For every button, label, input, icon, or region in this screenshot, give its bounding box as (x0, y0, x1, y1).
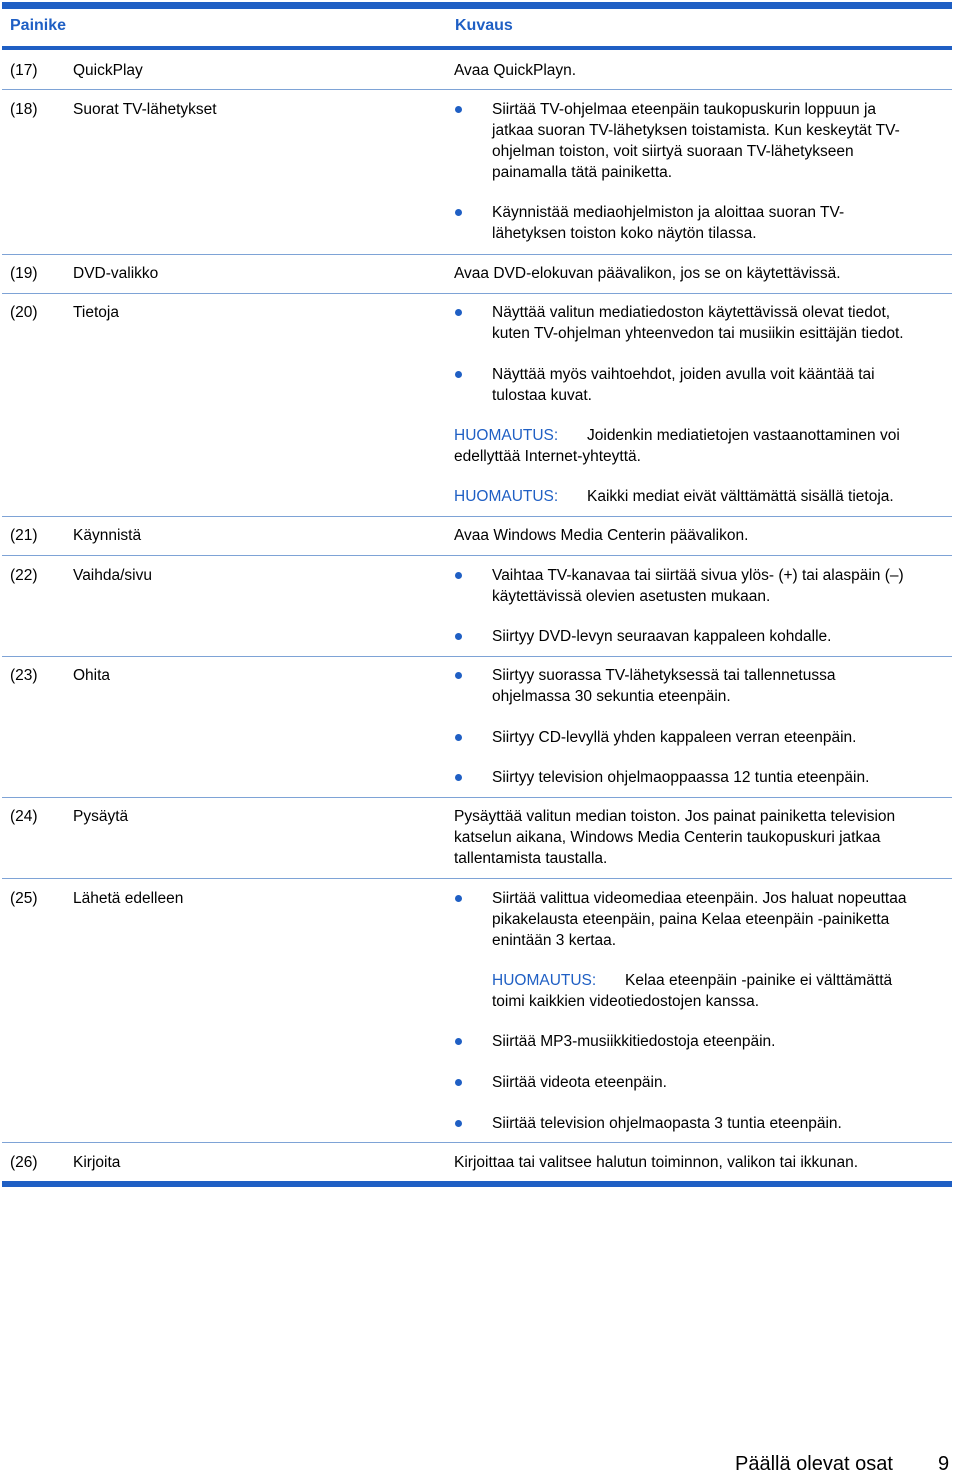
row-22-bullet-2-line: Siirtyy DVD-levyn seuraavan kappaleen kohdalle. (492, 628, 832, 645)
footer-page-number: 9 (938, 1453, 950, 1475)
row-divider (2, 656, 952, 657)
row-20-note-2-line: Kaikki mediat eivät välttämättä sisällä tietoja. (587, 488, 894, 505)
row-17-name: QuickPlay (73, 62, 143, 79)
row-21-desc-line: Avaa Windows Media Centerin päävalikon. (454, 527, 749, 544)
row-19-desc-line: Avaa DVD-elokuvan päävalikon, jos se on käytettävissä. (454, 265, 841, 282)
bullet-icon (455, 774, 462, 781)
row-24-desc-line: tallentamista taustalla. (454, 850, 608, 867)
row-divider (2, 878, 952, 879)
row-divider (2, 516, 952, 517)
row-25-name: Lähetä edelleen (73, 890, 184, 907)
row-26-number: (26) (10, 1154, 38, 1171)
row-25-bullet-1-line: Siirtää valittua videomediaa eteenpäin. Jos haluat nopeuttaa (492, 890, 907, 907)
note-label: HUOMAUTUS: (492, 972, 597, 989)
row-21-number: (21) (10, 527, 38, 544)
row-20-number: (20) (10, 304, 38, 321)
row-18-bullet-2-line: Käynnistää mediaohjelmiston ja aloittaa suoran TV- (492, 204, 845, 221)
row-22-number: (22) (10, 567, 38, 584)
row-23-bullet-3-line: Siirtyy television ohjelmaoppaassa 12 tuntia eteenpäin. (492, 769, 870, 786)
row-26-desc-line: Kirjoittaa tai valitsee halutun toiminnon, valikon tai ikkunan. (454, 1154, 859, 1171)
row-22-bullet-1-line: Vaihtaa TV-kanavaa tai siirtää sivua ylös- (+) tai alaspäin (–) (492, 567, 904, 584)
row-divider (2, 797, 952, 798)
row-17-desc-line: Avaa QuickPlayn. (454, 62, 577, 79)
bullet-icon (455, 106, 462, 113)
row-23-number: (23) (10, 667, 38, 684)
row-18-name: Suorat TV-lähetykset (73, 101, 217, 118)
bullet-icon (455, 209, 462, 216)
bullet-icon (455, 309, 462, 316)
row-26-name: Kirjoita (73, 1154, 121, 1171)
header-button-column: Painike (10, 17, 67, 34)
row-18-bullet-1-line: Siirtää TV-ohjelmaa eteenpäin taukopuskurin loppuun ja (492, 101, 877, 118)
row-25-bullet-2-line: Siirtää MP3-musiikkitiedostoja eteenpäin. (492, 1033, 776, 1050)
row-20-bullet-2-line: tulostaa kuvat. (492, 387, 592, 404)
note-label: HUOMAUTUS: (454, 427, 559, 444)
bullet-icon (455, 734, 462, 741)
row-23-name: Ohita (73, 667, 111, 684)
row-25-bullet-1-line: enintään 3 kertaa. (492, 932, 617, 949)
row-25-bullet-1-line: pikakelausta eteenpäin, paina Kelaa eteenpäin -painiketta (492, 911, 890, 928)
row-20-name: Tietoja (73, 304, 119, 321)
row-17-number: (17) (10, 62, 38, 79)
row-divider (2, 555, 952, 556)
row-20-note-1-line: edellyttää Internet-yhteyttä. (454, 448, 641, 465)
row-18-bullet-1-line: painamalla tätä painiketta. (492, 164, 673, 181)
row-18-bullet-1-line: ohjelman toiston, voit siirtyä suoraan TV-lähetykseen (492, 143, 854, 160)
row-25-note-line: Kelaa eteenpäin -painike ei välttämättä (625, 972, 893, 989)
footer-section-title: Päällä olevat osat (735, 1453, 893, 1475)
row-divider (2, 293, 952, 294)
row-24-desc-line: Pysäyttää valitun median toiston. Jos painat painiketta television (454, 808, 896, 825)
row-divider (2, 89, 952, 90)
row-24-number: (24) (10, 808, 38, 825)
row-19-name: DVD-valikko (73, 265, 159, 282)
bullet-icon (455, 633, 462, 640)
note-label: HUOMAUTUS: (454, 488, 559, 505)
row-24-desc-line: katselun aikana, Windows Media Centerin taukopuskuri jatkaa (454, 829, 881, 846)
row-25-bullet-4-line: Siirtää television ohjelmaopasta 3 tuntia eteenpäin. (492, 1115, 842, 1132)
header-rule (2, 46, 952, 50)
bullet-icon (455, 1079, 462, 1086)
row-22-bullet-1-line: käytettävissä olevien asetusten mukaan. (492, 588, 771, 605)
row-24-name: Pysäytä (73, 808, 129, 825)
row-20-bullet-2-line: Näyttää myös vaihtoehdot, joiden avulla voit kääntää tai (492, 366, 875, 383)
row-20-note-1-line: Joidenkin mediatietojen vastaanottaminen voi (587, 427, 900, 444)
row-23-bullet-1-line: ohjelmassa 30 sekuntia eteenpäin. (492, 688, 731, 705)
row-21-name: Käynnistä (73, 527, 142, 544)
bullet-icon (455, 895, 462, 902)
row-19-number: (19) (10, 265, 38, 282)
bullet-icon (455, 1120, 462, 1127)
header-top-bar (2, 2, 952, 9)
row-divider (2, 1142, 952, 1143)
bullet-icon (455, 572, 462, 579)
row-18-bullet-2-line: lähetyksen toiston koko näytön tilassa. (492, 225, 757, 242)
table-bottom-bar (2, 1181, 952, 1187)
row-22-name: Vaihda/sivu (73, 567, 152, 584)
row-20-bullet-1-line: kuten TV-ohjelman yhteenvedon tai musiikin esittäjän tiedot. (492, 325, 904, 342)
row-25-bullet-3-line: Siirtää videota eteenpäin. (492, 1074, 667, 1091)
row-25-number: (25) (10, 890, 38, 907)
bullet-icon (455, 672, 462, 679)
header-description-column: Kuvaus (455, 17, 513, 34)
bullet-icon (455, 1038, 462, 1045)
row-20-bullet-1-line: Näyttää valitun mediatiedoston käytettävissä olevat tiedot, (492, 304, 891, 321)
row-18-bullet-1-line: jatkaa suoran TV-lähetyksen toistamista. Kun keskeytät TV- (492, 122, 900, 139)
row-23-bullet-1-line: Siirtyy suorassa TV-lähetyksessä tai tallennetussa (492, 667, 836, 684)
row-divider (2, 254, 952, 255)
row-18-number: (18) (10, 101, 38, 118)
row-23-bullet-2-line: Siirtyy CD-levyllä yhden kappaleen verran eteenpäin. (492, 729, 857, 746)
bullet-icon (455, 371, 462, 378)
row-25-note-line: toimi kaikkien videotiedostojen kanssa. (492, 993, 760, 1010)
